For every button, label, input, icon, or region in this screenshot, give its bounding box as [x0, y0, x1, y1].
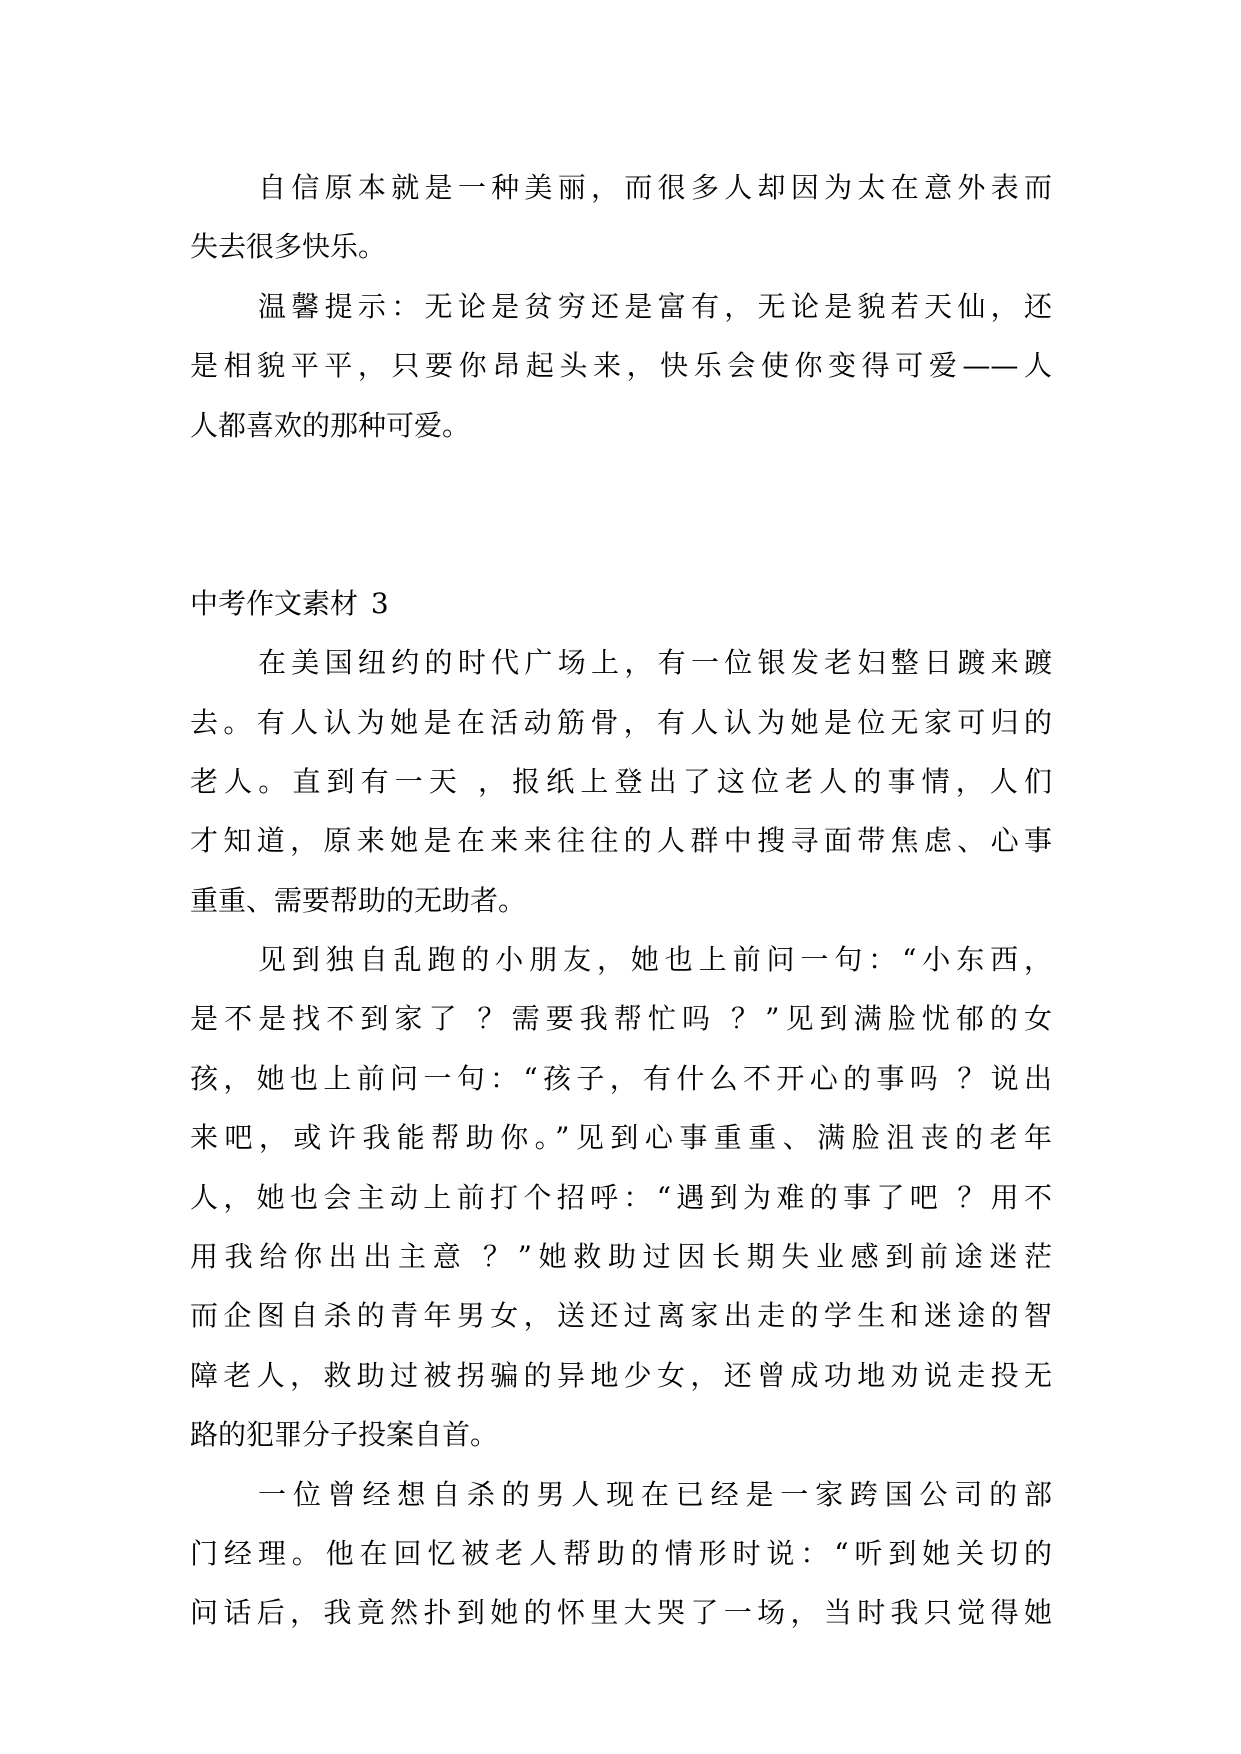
text-line: 在美国纽约的时代广场上，有一位银发老妇整日踱来踱: [258, 646, 1052, 680]
text-line: 是不是找不到家了 ？需要我帮忙吗 ？”见到满脸忧郁的女: [190, 1002, 1052, 1036]
text-line: 才知道，原来她是在来来往往的人群中搜寻面带焦虑、心事: [190, 824, 1052, 858]
text-line: 见到独自乱跑的小朋友，她也上前问一句：“小东西，: [258, 943, 1052, 977]
text-line: 孩，她也上前问一句：“孩子，有什么不开心的事吗 ？说出: [190, 1061, 1052, 1095]
paragraph: [190, 158, 1052, 277]
text-line: 路的犯罪分子投案自首。: [190, 1418, 499, 1452]
text-line: 来吧，或许我能帮助你。”见到心事重重、满脸沮丧的老年: [190, 1121, 1052, 1155]
text-line: 人都喜欢的那种可爱。: [190, 408, 471, 442]
text-line: 自信原本就是一种美丽，而很多人却因为太在意外表而: [258, 171, 1052, 204]
text-line: 老人。直到有一天 ，报纸上登出了这位老人的事情，人们: [190, 764, 1052, 798]
section-1: [190, 158, 1052, 455]
text-line: 失去很多快乐。: [190, 230, 387, 264]
document-body: [190, 158, 1052, 1643]
text-line: 用我给你出出主意 ？”她救助过因长期失业感到前途迷茫: [190, 1240, 1052, 1274]
text-line: 一位曾经想自杀的男人现在已经是一家跨国公司的部: [258, 1477, 1052, 1511]
text-line: 温馨提示：无论是贫穷还是富有，无论是貌若天仙，还: [258, 289, 1052, 323]
text-line: 而企图自杀的青年男女，送还过离家出走的学生和迷途的智: [190, 1299, 1052, 1333]
text-line: 障老人，救助过被拐骗的异地少女，还曾成功地劝说走投无: [190, 1358, 1052, 1392]
text-line: 重重、需要帮助的无助者。: [190, 883, 527, 917]
paragraph: [190, 633, 1052, 930]
paragraph: [190, 930, 1052, 1465]
section-heading: 中考作文素材 3: [190, 586, 389, 620]
text-line: 问话后，我竟然扑到她的怀里大哭了一场，当时我只觉得她: [190, 1596, 1052, 1630]
text-line: 去。有人认为她是在活动筋骨，有人认为她是位无家可归的: [190, 705, 1052, 739]
paragraph: [190, 277, 1052, 455]
section-2: [190, 574, 1052, 1643]
text-line: 是相貌平平，只要你昂起头来，快乐会使你变得可爱——人: [190, 349, 1052, 383]
text-line: 人，她也会主动上前打个招呼：“遇到为难的事了吧 ？用不: [190, 1180, 1052, 1214]
text-line: 门经理。他在回忆被老人帮助的情形时说：“听到她关切的: [190, 1537, 1052, 1570]
paragraph: [190, 1465, 1052, 1643]
